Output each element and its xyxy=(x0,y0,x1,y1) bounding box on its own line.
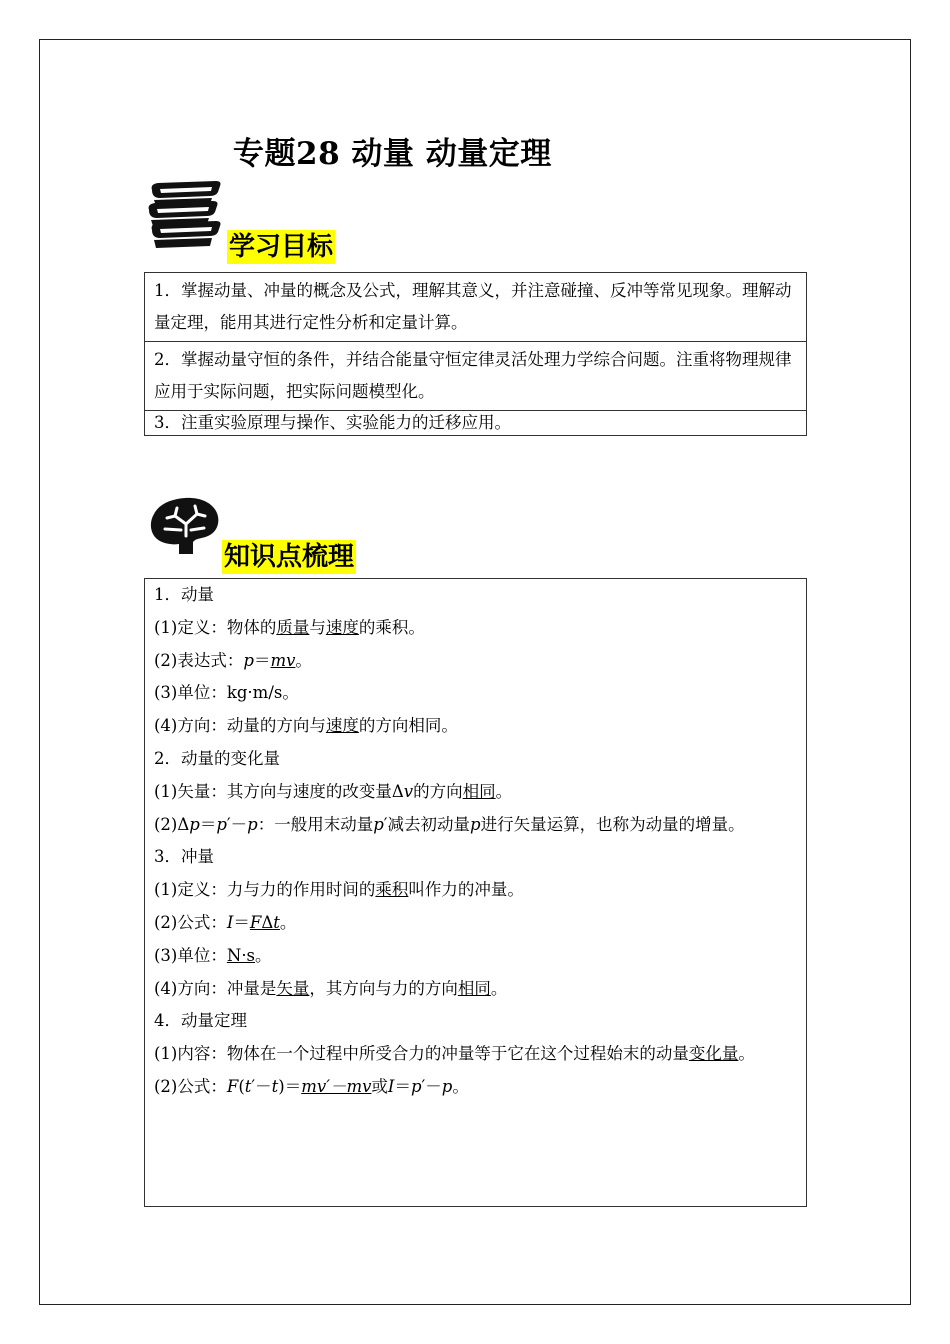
symbol: t xyxy=(244,1076,252,1096)
symbol: p xyxy=(410,1076,422,1096)
fill-in-answer: t xyxy=(273,912,280,932)
symbol: p xyxy=(441,1076,453,1096)
symbol: F xyxy=(226,1076,239,1096)
text: 。 xyxy=(738,1044,755,1064)
fill-in-answer: 质量 xyxy=(276,617,310,637)
knowledge-line xyxy=(154,645,797,678)
knowledge-line xyxy=(154,1071,797,1104)
fill-in-answer: 相同 xyxy=(462,781,496,801)
symbol: p xyxy=(243,650,254,670)
fill-in-answer: 矢量 xyxy=(276,978,310,998)
fill-in-answer: 相同 xyxy=(457,978,491,998)
text: ：一般用末动量 xyxy=(257,814,374,834)
text: 2．动量的变化量 xyxy=(154,748,280,768)
text: 叫作力的冲量。 xyxy=(408,880,524,900)
knowledge-line xyxy=(154,907,797,940)
text: (2)表达式： xyxy=(154,650,244,670)
fill-in-answer: N·s xyxy=(226,945,256,965)
fill-in-answer: 变化量 xyxy=(688,1044,739,1064)
text: 的方向相同。 xyxy=(358,716,458,736)
books-icon xyxy=(146,180,224,252)
symbol: p xyxy=(247,814,258,834)
text: ′－ xyxy=(251,1076,272,1096)
symbol: I xyxy=(226,912,234,932)
goals-table xyxy=(144,272,807,436)
text: 进行矢量运算，也称为动量的增量。 xyxy=(480,814,745,834)
text: (3)单位： xyxy=(154,945,227,965)
fill-in-answer: mv′－mv xyxy=(301,1076,372,1096)
knowledge-box xyxy=(144,578,807,1207)
text: 。 xyxy=(255,945,272,965)
text: (2)公式： xyxy=(154,912,227,932)
fill-in-answer: 速度 xyxy=(325,716,359,736)
text: 的乘积。 xyxy=(358,617,425,637)
section-heading-goals: 学习目标 xyxy=(229,232,334,262)
knowledge-line xyxy=(154,809,797,842)
text: 的方向 xyxy=(413,781,463,801)
text: ，其方向与力的方向 xyxy=(309,978,458,998)
text: 3．冲量 xyxy=(154,847,214,867)
text: 与 xyxy=(309,617,326,637)
symbol: p xyxy=(470,814,481,834)
section-heading-knowledge: 知识点梳理 xyxy=(224,542,355,572)
text: 4．动量定理 xyxy=(154,1011,247,1031)
knowledge-line xyxy=(154,1005,797,1038)
goal-item: 3．注重实验原理与操作、实验能力的迁移应用。 xyxy=(154,413,511,432)
text: 。 xyxy=(495,781,513,801)
knowledge-line xyxy=(154,940,797,973)
text: (1)定义：物体的 xyxy=(154,617,277,637)
knowledge-line xyxy=(154,743,797,776)
text: (2)Δ xyxy=(154,814,190,834)
fill-in-answer: mv xyxy=(270,650,296,670)
knowledge-line xyxy=(154,973,797,1006)
text: 。 xyxy=(279,912,297,932)
symbol: p xyxy=(216,814,227,834)
symbol: p xyxy=(373,814,384,834)
page-title: 专题28 动量 动量定理 xyxy=(233,136,552,172)
text: (2)公式： xyxy=(154,1076,227,1096)
text: (1)矢量：其方向与速度的改变量Δ xyxy=(154,781,404,801)
fill-in-answer: F xyxy=(249,912,262,932)
text: (1)内容：物体在一个过程中所受合力的冲量等于它在这个过程始末的动量 xyxy=(154,1044,689,1064)
text: ′－ xyxy=(226,814,248,834)
text: (3)单位：kg·m/s。 xyxy=(154,683,299,703)
text: ( xyxy=(238,1076,245,1096)
text: ＝ xyxy=(233,912,250,932)
knowledge-line xyxy=(154,841,797,874)
knowledge-line xyxy=(154,776,797,809)
brain-icon xyxy=(149,496,221,558)
text: 。 xyxy=(452,1076,469,1096)
fill-in-answer: 速度 xyxy=(325,617,359,637)
text: ＝ xyxy=(394,1076,411,1096)
text: ′减去初动量 xyxy=(383,814,471,834)
text: 。 xyxy=(295,650,312,670)
text: (1)定义：力与力的作用时间的 xyxy=(154,880,376,900)
knowledge-line xyxy=(154,710,797,743)
symbol: v xyxy=(403,781,414,801)
text: 1．动量 xyxy=(154,585,214,604)
goal-item: 1．掌握动量、冲量的概念及公式，理解其意义，并注意碰撞、反冲等常见现象。理解动量定理，能用其进行定性分析和定量计算。 xyxy=(145,273,806,342)
fill-in-answer: Δ xyxy=(261,912,274,932)
knowledge-line xyxy=(154,874,797,907)
knowledge-line xyxy=(154,677,797,710)
knowledge-line xyxy=(154,612,797,645)
symbol: p xyxy=(189,814,200,834)
text: )＝ xyxy=(278,1076,302,1096)
text: 或 xyxy=(371,1076,388,1096)
knowledge-line xyxy=(154,1038,797,1071)
text: 。 xyxy=(490,978,508,998)
text: (4)方向：冲量是 xyxy=(154,978,277,998)
goal-item: 2．掌握动量守恒的条件，并结合能量守恒定律灵活处理力学综合问题。注重将物理规律应用于实际问题，把实际问题模型化。 xyxy=(145,342,806,411)
fill-in-answer: 乘积 xyxy=(375,880,409,900)
text: ＝ xyxy=(253,650,271,670)
symbol: t xyxy=(271,1076,279,1096)
knowledge-line xyxy=(154,579,797,612)
text: ′－ xyxy=(421,1076,442,1096)
text: ＝ xyxy=(199,814,217,834)
symbol: I xyxy=(387,1076,395,1096)
text: (4)方向：动量的方向与 xyxy=(154,716,326,736)
